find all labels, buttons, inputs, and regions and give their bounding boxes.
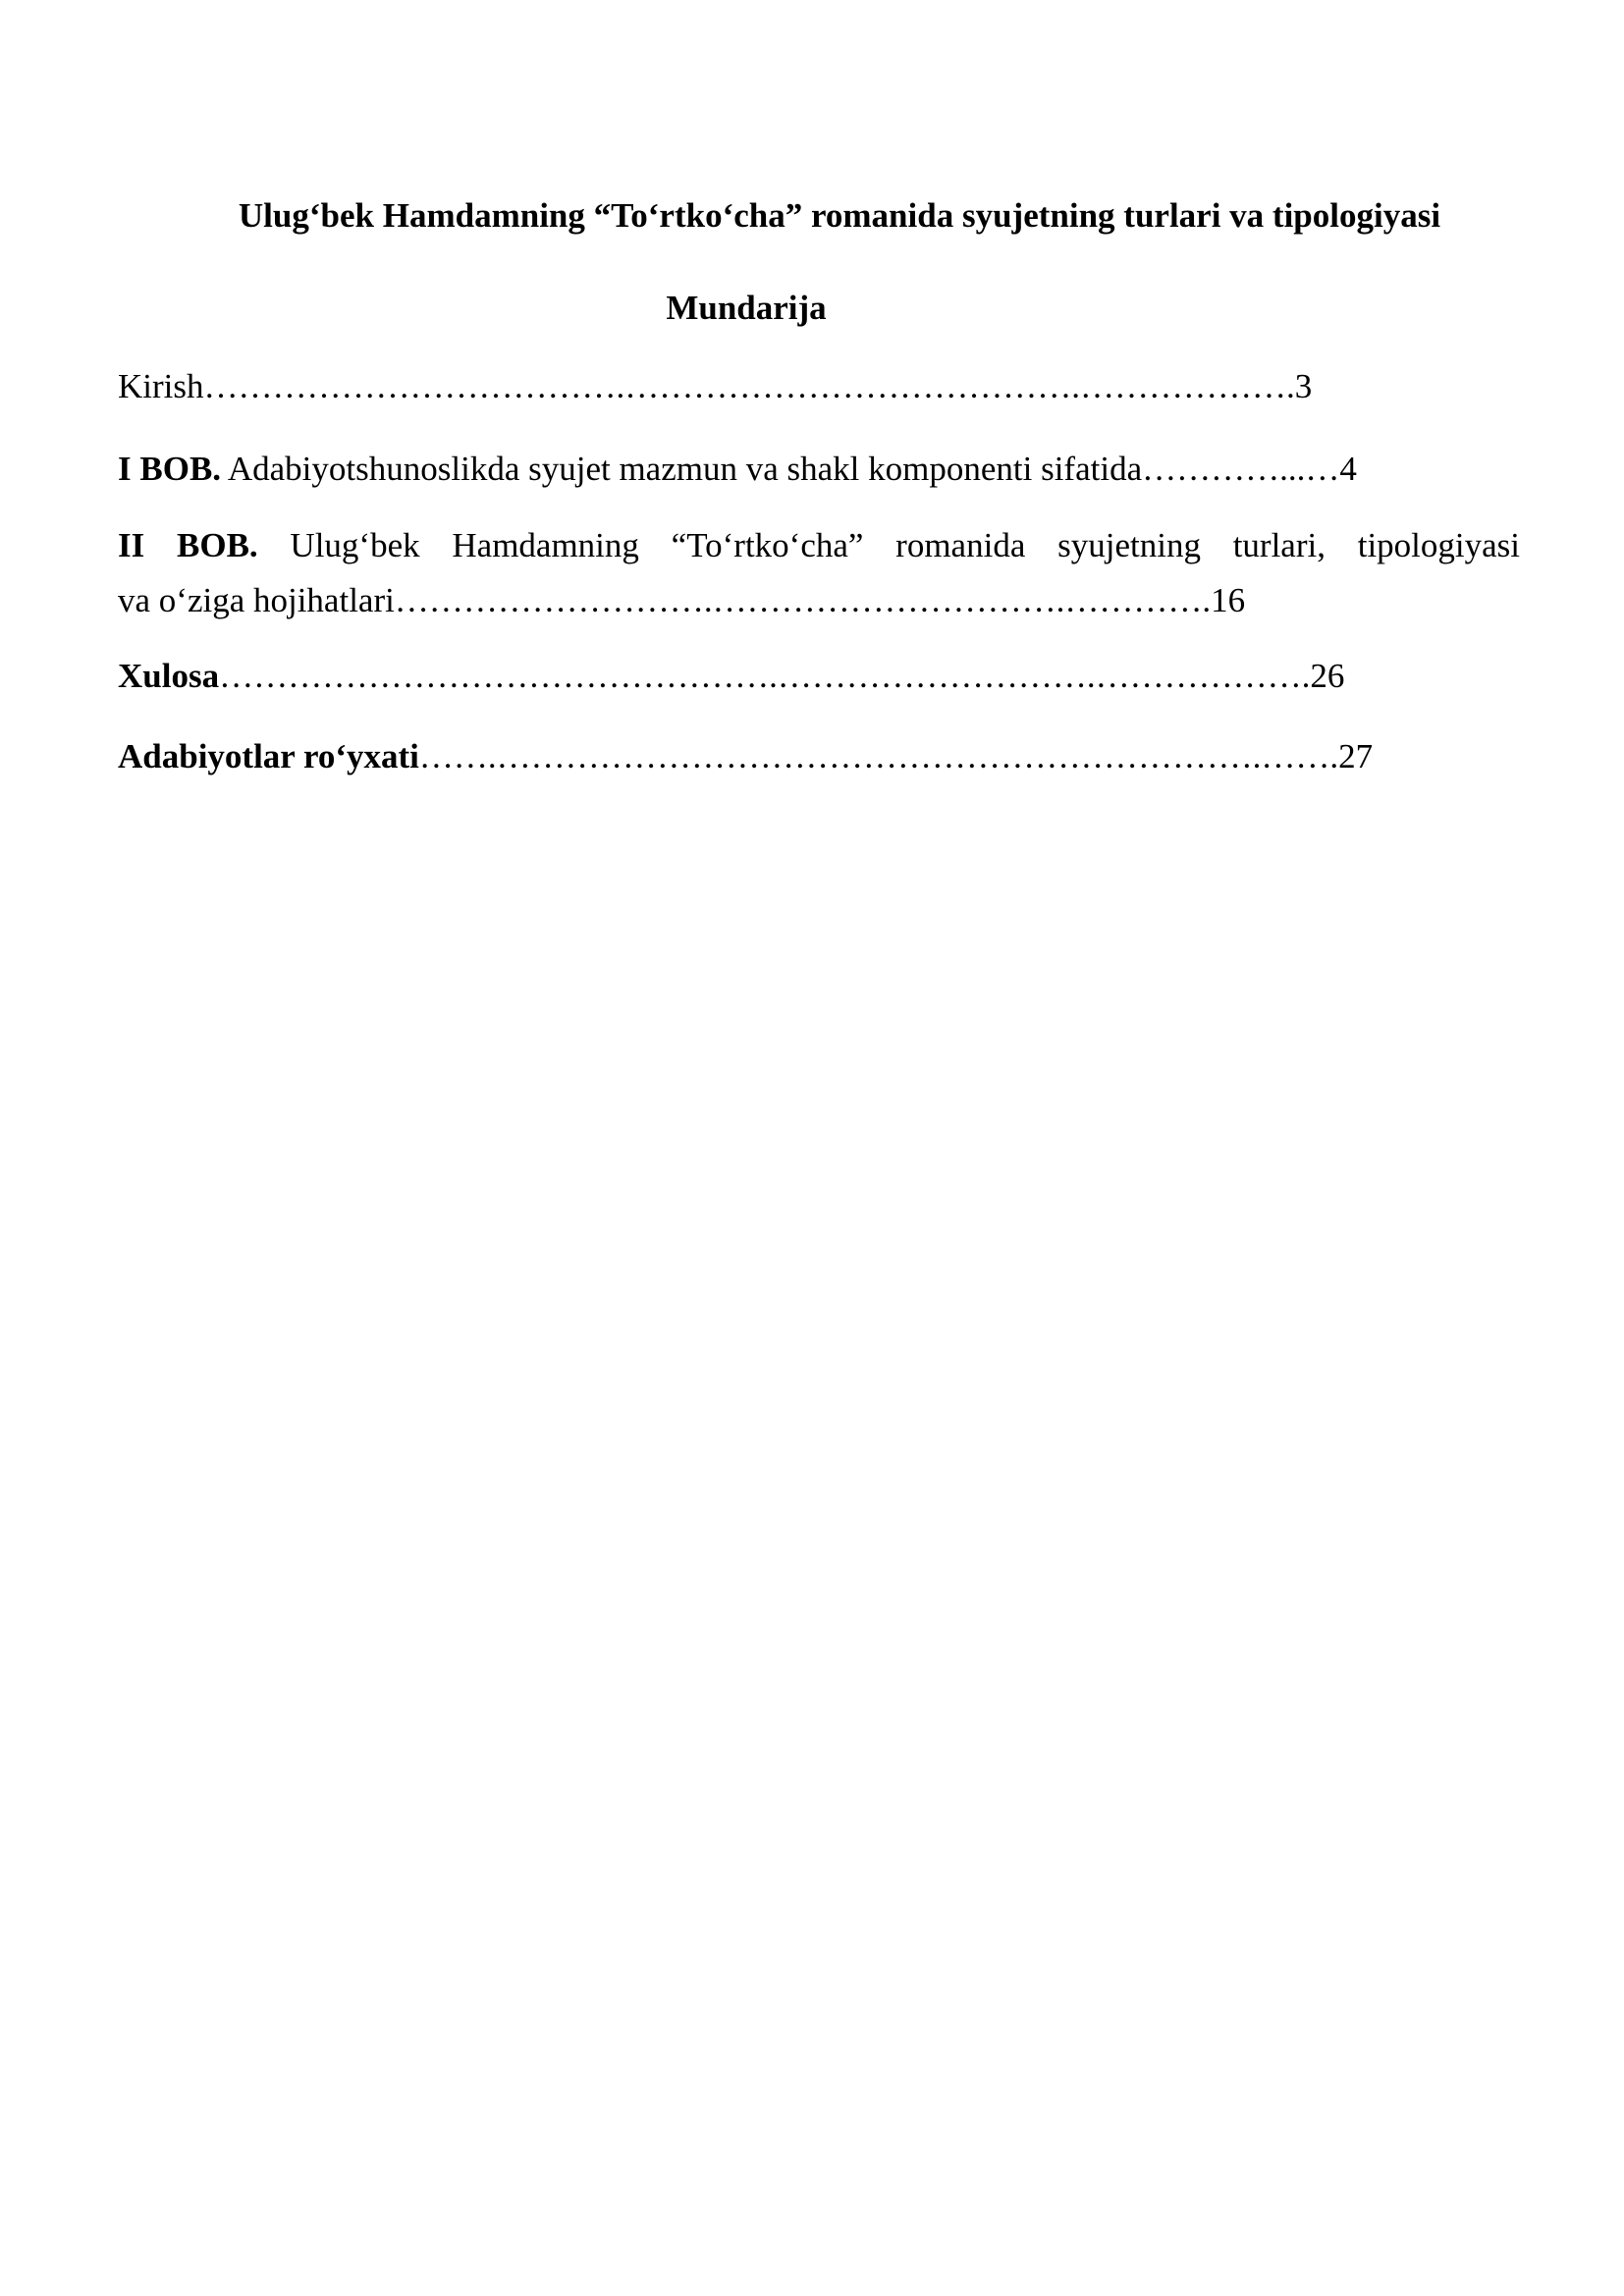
toc-entry-text: Adabiyotshunoslikda syujet mazmun va shakl komponenti sifatida…………...…4 [221,450,1357,488]
toc-entry-bold-label: Adabiyotlar ro‘yxati [118,737,419,775]
toc-entry-chapter-1 [118,445,1357,494]
toc-entry-text: ………………………………………….……………………….……………….26 [219,657,1345,695]
toc-heading: Mundarija [666,289,827,327]
toc-entry-xulosa [118,652,1344,701]
toc-entry-chapter-2 [118,518,1520,628]
toc-entry-text: Kirish……………………………….………………………………….……………….3 [118,367,1313,405]
toc-entry-bold-label: II BOB. [118,526,258,564]
toc-entry-text: Ulug‘bek Hamdamning “To‘rtko‘cha” romanida syujetning turlari, tipologiyasi [257,526,1521,564]
toc-entry-bibliography [118,732,1373,781]
document-title: Ulug‘bek Hamdamning “To‘rtko‘cha” romanida syujetning turlari va tipologiyasi [238,196,1441,235]
toc-entry-kirish [118,362,1312,411]
toc-entry-line-2: va o‘ziga hojihatlari……………………….………………………….………….16 [118,581,1246,619]
toc-entry-bold-label: I BOB. [118,450,222,488]
toc-entry-line-1 [118,518,1520,573]
toc-entry-bold-label: Xulosa [118,657,220,695]
toc-entry-text: …….………………………………………………………….…….27 [418,737,1374,775]
